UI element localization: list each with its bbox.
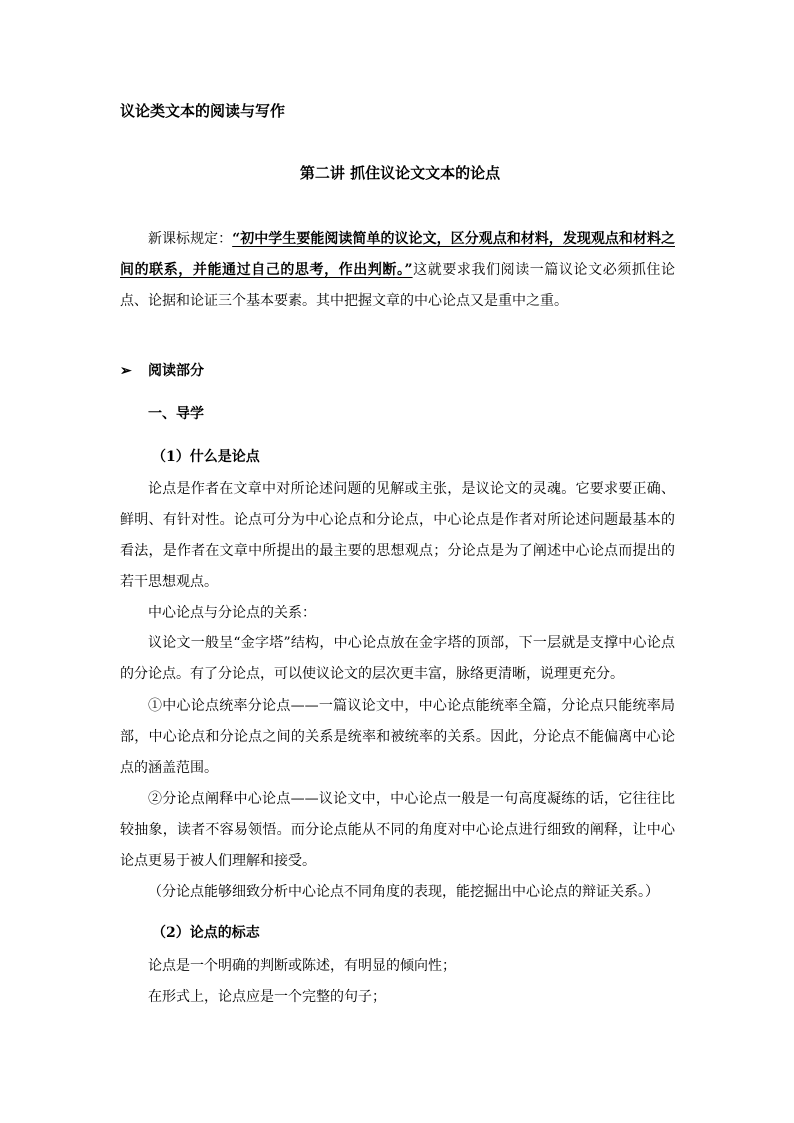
lecture-title: 第二讲 抓住议论文文本的论点	[299, 164, 501, 182]
intro-rest: 这就要求我们阅读一篇议论文必须抓住论点、论据和论证三个基本要素。其中把握文章的中心论点又是重中之重。	[120, 262, 675, 309]
section-label: 阅读部分	[148, 363, 204, 379]
section-heading-reading	[120, 361, 204, 381]
paragraph-definition: 论点是作者在文章中对所论述问题的见解或主张，是议论文的灵魂。它要求要正确、鲜明、有针对性。论点可分为中心论点和分论点，中心论点是作者对所论述问题最基本的看法，是作者在文章中所提出的最主要的思想观点；分论点是为了阐述中心论点而提出的若干思想观点。	[120, 481, 675, 590]
relation-label: 中心论点与分论点的关系：	[148, 605, 316, 621]
curriculum-quote: “初中学生要能阅读简单的议论文，区分观点和材料，发现观点和材料之间的联系，并能通过自己的思考，作出判断。”	[120, 231, 675, 278]
intro-lead: 新课标规定：	[148, 231, 233, 247]
note-paragraph: （分论点能够细致分析中心论点不同角度的表现，能挖掘出中心论点的辩证关系。）	[148, 884, 659, 900]
paragraph-point-2: ②分论点阐释中心论点——议论文中，中心论点一般是一句高度凝练的话，它往往比较抽象，读者不容易领悟。而分论点能从不同的角度对中心论点进行细致的阐释，让中心论点更易于被人们理解和接受。	[120, 791, 675, 869]
marker-line-1: 论点是一个明确的判断或陈述，有明显的倾向性；	[148, 958, 456, 974]
subsection-heading: 一、导学	[148, 406, 204, 422]
question-heading-1: （1）什么是论点	[152, 449, 260, 465]
document-title: 议论类文本的阅读与写作	[120, 102, 286, 120]
marker-line-2: 在形式上，论点应是一个完整的句子；	[148, 989, 386, 1005]
paragraph-pyramid: 议论文一般呈“金字塔”结构，中心论点放在金字塔的顶部，下一层就是支撑中心论点的分论点。有了分论点，可以使议论文的层次更丰富，脉络更清晰，说理更充分。	[120, 635, 675, 682]
intro-paragraph	[120, 224, 675, 317]
arrow-bullet-icon: ➢	[120, 363, 132, 379]
paragraph-point-1: ①中心论点统率分论点——一篇议论文中，中心论点能统率全篇，分论点只能统率局部，中心论点和分论点之间的关系是统率和被统率的关系。因此，分论点不能偏离中心论点的涵盖范围。	[120, 698, 675, 776]
question-heading-2: （2）论点的标志	[152, 925, 260, 941]
